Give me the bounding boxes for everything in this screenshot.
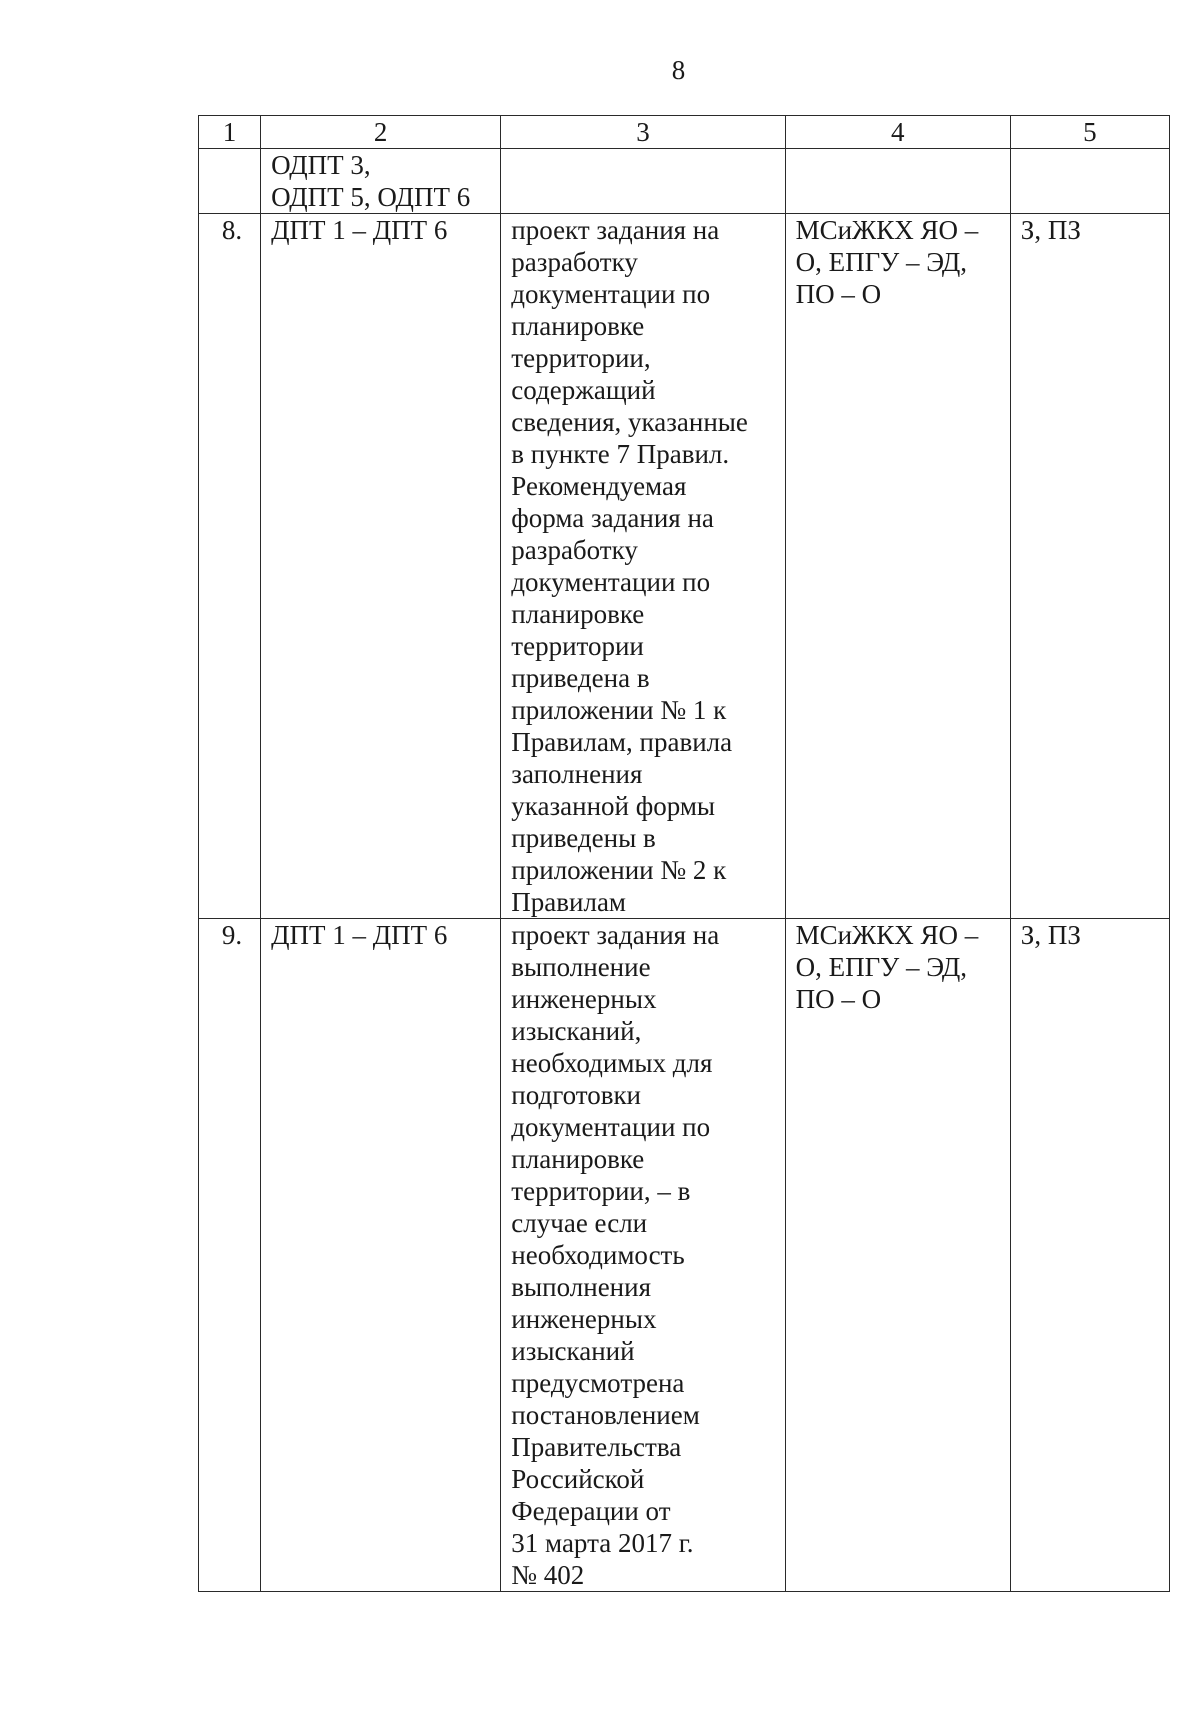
- document-table: [198, 115, 1170, 1592]
- column-header: 3: [501, 116, 785, 149]
- column-header: 4: [785, 116, 1010, 149]
- document-name-cell: ДПТ 1 – ДПТ 6: [261, 214, 501, 919]
- description-cell: проект задания на разработку документации по планировке территории, содержащий сведения, указанные в пункте 7 Правил. Рекомендуемая форма задания на разработку документации по планировке территории приведена в приложении № 1 к Правилам, правила заполнения указанной формы приведены в приложении № 2 к Правилам: [501, 214, 785, 919]
- table-row: [199, 214, 1170, 919]
- row-number: 8.: [199, 214, 261, 919]
- code-cell: [1010, 149, 1169, 214]
- table-row: [199, 919, 1170, 1592]
- code-cell: З, ПЗ: [1010, 214, 1169, 919]
- row-number: [199, 149, 261, 214]
- table-row: [199, 149, 1170, 214]
- document-name-cell: ДПТ 1 – ДПТ 6: [261, 919, 501, 1592]
- source-cell: МСиЖКХ ЯО – О, ЕПГУ – ЭД, ПО – О: [785, 919, 1010, 1592]
- description-cell: проект задания на выполнение инженерных изысканий, необходимых для подготовки документации по планировке территории, – в случае если необходимость выполнения инженерных изысканий предусмотрена постановлением Правительства Российской Федерации от 31 марта 2017 г. № 402: [501, 919, 785, 1592]
- source-cell: МСиЖКХ ЯО – О, ЕПГУ – ЭД, ПО – О: [785, 214, 1010, 919]
- column-header: 5: [1010, 116, 1169, 149]
- table-header-row: [199, 116, 1170, 149]
- row-number: 9.: [199, 919, 261, 1592]
- page-number: 8: [671, 55, 686, 85]
- description-cell: [501, 149, 785, 214]
- code-cell: З, ПЗ: [1010, 919, 1169, 1592]
- source-cell: [785, 149, 1010, 214]
- column-header: 1: [199, 116, 261, 149]
- column-header: 2: [261, 116, 501, 149]
- document-name-cell: ОДПТ 3, ОДПТ 5, ОДПТ 6: [261, 149, 501, 214]
